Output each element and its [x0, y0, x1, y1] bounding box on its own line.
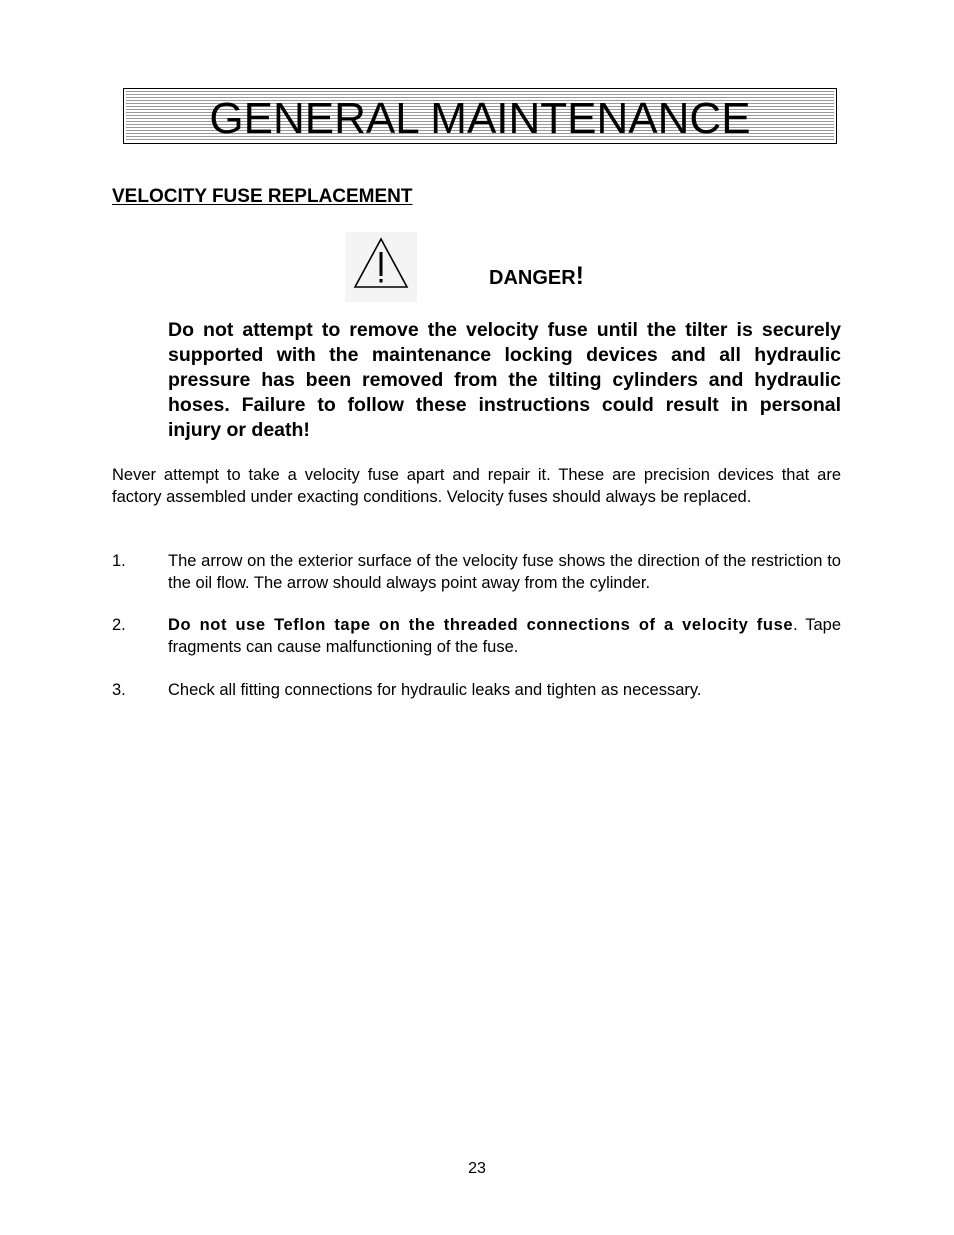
list-item-body: The arrow on the exterior surface of the velocity fuse shows the direction of the restriction to the oil flow. The arrow should always point away from the cylinder. [168, 552, 841, 592]
list-item-number: 3. [112, 681, 126, 699]
list-item-text [168, 679, 841, 701]
warning-text: Do not attempt to remove the velocity fuse until the tilter is securely supported with the maintenance locking devices and all hydraulic pressure has been removed from the tilting cylinders and hydraulic hoses. Failure to follow these instructions could result in personal injury or death! [168, 319, 841, 441]
title-banner [123, 88, 837, 144]
list-item-number: 1. [112, 552, 126, 570]
page-title: GENERAL MAINTENANCE [209, 94, 751, 143]
list-item-body: Check all fitting connections for hydraulic leaks and tighten as necessary. [168, 681, 702, 699]
danger-label [489, 262, 584, 291]
page-number: 23 [468, 1160, 486, 1177]
danger-label-suffix: ! [575, 262, 584, 290]
list-item-text [168, 550, 841, 594]
list-item-bold: Do not use Teflon tape on the threaded connections of a velocity fuse [168, 616, 794, 634]
list-item-text [168, 614, 841, 658]
warning-triangle-icon [345, 232, 417, 302]
danger-label-text: DANGER [489, 267, 576, 289]
list-item-number: 2. [112, 616, 126, 634]
list-item-body: . Tape fragments can cause malfunctioning of the fuse. [168, 616, 842, 656]
intro-paragraph: Never attempt to take a velocity fuse apart and repair it. These are precision devices that are factory assembled under exacting conditions. Velocity fuses should always be replaced. [112, 466, 841, 506]
section-heading: VELOCITY FUSE REPLACEMENT [112, 186, 413, 207]
